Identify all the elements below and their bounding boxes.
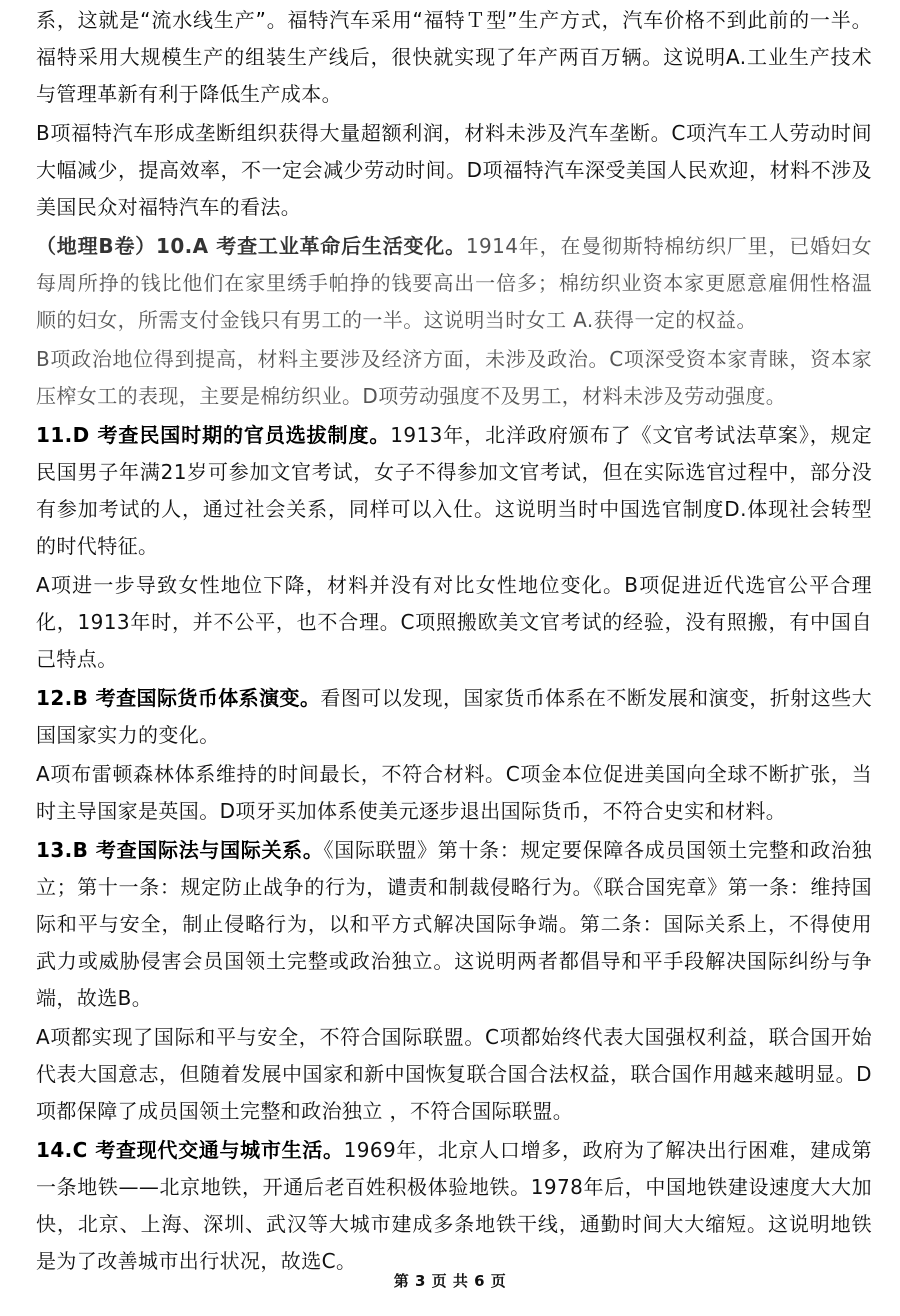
paragraph-text: A项进一步导致女性地位下降，材料并没有对比女性地位变化。B项促进近代选官公平合理化，1913年时，并不公平，也不合理。C项照搬欧美文官考试的经验，没有照搬，有中国自己特点。 bbox=[36, 573, 872, 671]
paragraph-q13-options bbox=[36, 1019, 872, 1130]
paragraph-q9-options bbox=[36, 115, 872, 226]
paragraph-text: B项福特汽车形成垄断组织获得大量超额利润，材料未涉及汽车垄断。C项汽车工人劳动时间大幅减少，提高效率，不一定会减少劳动时间。D项福特汽车深受美国人民欢迎，材料不涉及美国民众对福特汽车的看法。 bbox=[36, 121, 872, 219]
page-number-footer: 第 3 页 共 6 页 bbox=[393, 1272, 507, 1290]
paragraph-heading: 14.C 考查现代交通与城市生活。 bbox=[36, 1138, 344, 1162]
paragraph-q10 bbox=[36, 228, 872, 339]
paragraph-heading: （地理B卷）10.A 考查工业革命后生活变化。 bbox=[36, 234, 466, 258]
paragraph-heading: 13.B 考查国际法与国际关系。 bbox=[36, 838, 324, 862]
paragraph-text: 1969年，北京人口增多，政府为了解决出行困难，建成第一条地铁——北京地铁，开通后老百姓积极体验地铁。1978年后，中国地铁建设速度大大加快，北京、上海、深圳、武汉等大城市建成多条地铁干线，通勤时间大大缩短。这说明地铁是为了改善城市出行状况，故选C。 bbox=[36, 1138, 872, 1273]
paragraph-text: A项布雷顿森林体系维持的时间最长，不符合材料。C项金本位促进美国向全球不断扩张，当时主导国家是英国。D项牙买加体系使美元逐步退出国际货币，不符合史实和材料。 bbox=[36, 762, 872, 823]
paragraph-q12-options bbox=[36, 756, 872, 830]
paragraph-text: 系，这就是“流水线生产”。福特汽车采用“福特Ｔ型”生产方式，汽车价格不到此前的一半。福特采用大规模生产的组装生产线后，很快就实现了年产两百万辆。这说明A.工业生产技术与管理革新有利于降低生产成本。 bbox=[36, 8, 872, 106]
paragraph-q12 bbox=[36, 680, 872, 754]
paragraph-text: 看图可以发现，国家货币体系在不断发展和演变，折射这些大国国家实力的变化。 bbox=[36, 686, 872, 747]
paragraph-heading: 11.D 考查民国时期的官员选拔制度。 bbox=[36, 423, 391, 447]
paragraph-text: A项都实现了国际和平与安全，不符合国际联盟。C项都始终代表大国强权利益，联合国开始代表大国意志，但随着发展中国家和新中国恢复联合国合法权益，联合国作用越来越明显。D项都保障了成员国领土完整和政治独立 ，不符合国际联盟。 bbox=[36, 1025, 872, 1123]
paragraph-q11-options bbox=[36, 567, 872, 678]
paragraph-text: B项政治地位得到提高，材料主要涉及经济方面，未涉及政治。C项深受资本家青睐，资本家压榨女工的表现，主要是棉纺织业。D项劳动强度不及男工，材料未涉及劳动强度。 bbox=[36, 347, 872, 408]
paragraph-q13 bbox=[36, 832, 872, 1017]
paragraph-q9-continuation bbox=[36, 2, 872, 113]
paragraph-heading: 12.B 考查国际货币体系演变。 bbox=[36, 686, 321, 710]
paragraph-q14 bbox=[36, 1132, 872, 1280]
paragraph-q11 bbox=[36, 417, 872, 565]
paragraph-text: 《国际联盟》第十条：规定要保障各成员国领土完整和政治独立；第十一条：规定防止战争的行为，谴责和制裁侵略行为。《联合国宪章》第一条：维持国际和平与安全，制止侵略行为，以和平方式解决国际争端。第二条：国际关系上，不得使用武力或威胁侵害会员国领土完整或政治独立。这说明两者都倡导和平手段解决国际纠纷与争端，故选B。 bbox=[36, 838, 872, 1010]
paragraph-text: 1914年，在曼彻斯特棉纺织厂里，已婚妇女每周所挣的钱比他们在家里绣手帕挣的钱要高出一倍多；棉纺织业资本家更愿意雇佣性格温顺的妇女，所需支付金钱只有男工的一半。这说明当时女工 A.获得一定的权益。 bbox=[36, 234, 872, 332]
paragraph-q10-options bbox=[36, 341, 872, 415]
paragraph-text: 1913年，北洋政府颁布了《文官考试法草案》，规定民国男子年满21岁可参加文官考试，女子不得参加文官考试，但在实际选官过程中，部分没有参加考试的人，通过社会关系，同样可以入仕。这说明当时中国选官制度D.体现社会转型的时代特征。 bbox=[36, 423, 872, 558]
